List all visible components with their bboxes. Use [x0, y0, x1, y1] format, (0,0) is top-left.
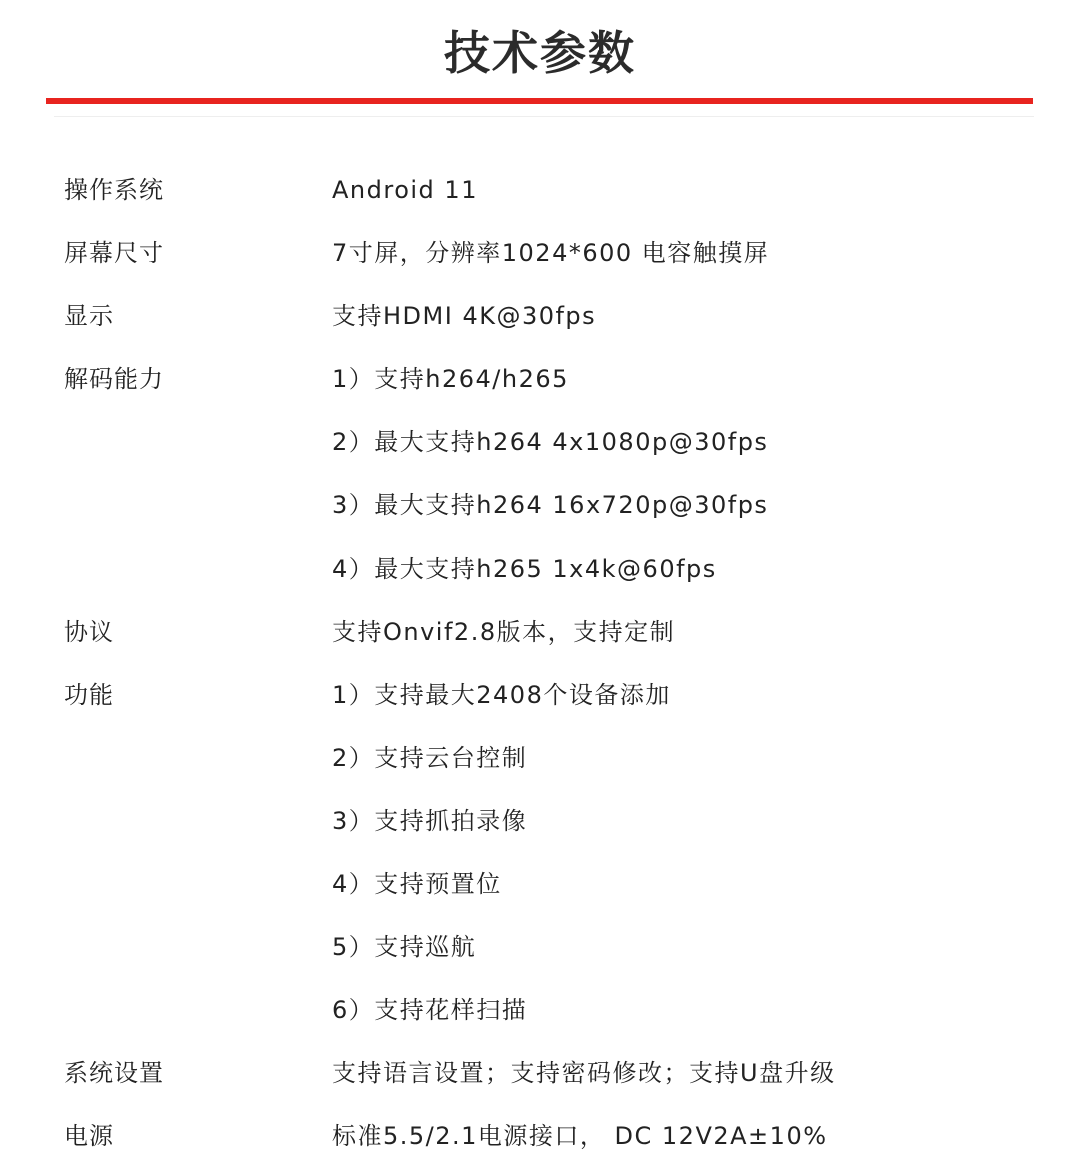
spec-value: 标准5.5/2.1电源接口， DC 12V2A±10% — [332, 1122, 828, 1151]
spec-table — [64, 159, 1024, 1169]
spec-row-decoding — [64, 348, 1024, 411]
spec-row-function-2 — [64, 727, 1024, 790]
spec-value: 6）支持花样扫描 — [332, 996, 528, 1025]
title-underline-red — [46, 98, 1033, 104]
spec-value: Android 11 — [332, 176, 478, 204]
spec-label: 协议 — [64, 617, 114, 646]
spec-value: 7寸屏，分辨率1024*600 电容触摸屏 — [332, 239, 770, 268]
spec-label: 操作系统 — [64, 176, 164, 204]
spec-row-os — [64, 159, 1024, 222]
spec-row-function-6 — [64, 979, 1024, 1042]
spec-value: 1）支持h264/h265 — [332, 365, 569, 394]
spec-value: 支持语言设置；支持密码修改；支持U盘升级 — [332, 1059, 836, 1088]
spec-row-function-5 — [64, 916, 1024, 979]
spec-label: 系统设置 — [64, 1059, 164, 1088]
spec-label: 显示 — [64, 302, 114, 331]
spec-row-decoding-4 — [64, 538, 1024, 601]
spec-row-protocol — [64, 601, 1024, 664]
spec-value: 支持HDMI 4K@30fps — [332, 302, 597, 331]
spec-row-decoding-2 — [64, 411, 1024, 474]
spec-row-function-3 — [64, 790, 1024, 853]
spec-label: 屏幕尺寸 — [64, 239, 164, 268]
spec-value: 4）最大支持h265 1x4k@60fps — [332, 554, 717, 583]
spec-row-system-settings — [64, 1042, 1024, 1105]
spec-row-screen-size — [64, 222, 1024, 285]
spec-label: 功能 — [64, 680, 114, 709]
spec-row-power — [64, 1105, 1024, 1168]
spec-label: 解码能力 — [64, 365, 164, 394]
page-title: 技术参数 — [444, 26, 636, 80]
spec-value: 支持Onvif2.8版本，支持定制 — [332, 617, 676, 646]
spec-value: 3）最大支持h264 16x720p@30fps — [332, 491, 769, 520]
title-divider-thin — [54, 116, 1034, 117]
spec-value: 3）支持抓拍录像 — [332, 806, 528, 835]
spec-value: 4）支持预置位 — [332, 870, 502, 899]
spec-value: 2）最大支持h264 4x1080p@30fps — [332, 428, 769, 457]
spec-row-function — [64, 664, 1024, 727]
spec-value: 2）支持云台控制 — [332, 743, 528, 772]
spec-row-decoding-3 — [64, 474, 1024, 537]
spec-value: 5）支持巡航 — [332, 933, 477, 962]
spec-label: 电源 — [64, 1122, 114, 1151]
spec-row-function-4 — [64, 853, 1024, 916]
spec-row-display — [64, 285, 1024, 348]
spec-value: 1）支持最大2408个设备添加 — [332, 680, 671, 709]
